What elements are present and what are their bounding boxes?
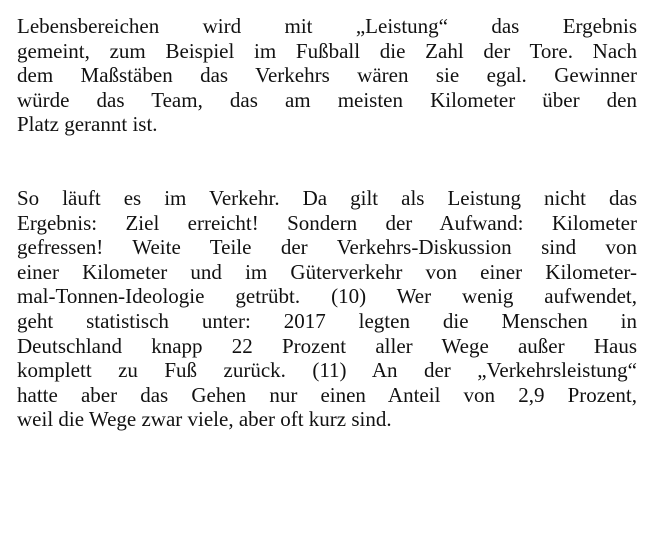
text-line: dem Maßstäben das Verkehrs wären sie egal. Gewinner <box>17 63 637 88</box>
text-line: geht statistisch unter: 2017 legten die Menschen in <box>17 308 637 333</box>
text-line: mal-Tonnen-Ideologie getrübt. (10) Wer wenig aufwendet, <box>17 284 637 309</box>
paragraph <box>17 186 637 432</box>
text-line: gemeint, zum Beispiel im Fußball die Zahl der Tore. Nach <box>17 38 637 63</box>
text-line: Ergebnis: Ziel erreicht! Sondern der Aufwand: Kilometer <box>17 210 637 235</box>
paragraph <box>17 14 637 137</box>
text-line: einer Kilometer und im Güterverkehr von einer Kilometer- <box>17 259 637 284</box>
text-line: Platz gerannt ist. <box>17 112 158 137</box>
text-line: Lebensbereichen wird mit „Leistung“ das Ergebnis <box>17 14 637 38</box>
text-line: gefressen! Weite Teile der Verkehrs-Diskussion sind von <box>17 235 637 260</box>
text-line: Deutschland knapp 22 Prozent aller Wege außer Haus <box>17 333 637 358</box>
document-page <box>17 14 637 432</box>
text-line: weil die Wege zwar viele, aber oft kurz sind. <box>17 407 392 432</box>
text-line: So läuft es im Verkehr. Da gilt als Leistung nicht das <box>17 185 637 210</box>
text-line: komplett zu Fuß zurück. (11) An der „Verkehrsleistung“ <box>17 358 637 383</box>
text-line: hatte aber das Gehen nur einen Anteil von 2,9 Prozent, <box>17 382 637 407</box>
text-line: würde das Team, das am meisten Kilometer über den <box>17 87 637 112</box>
